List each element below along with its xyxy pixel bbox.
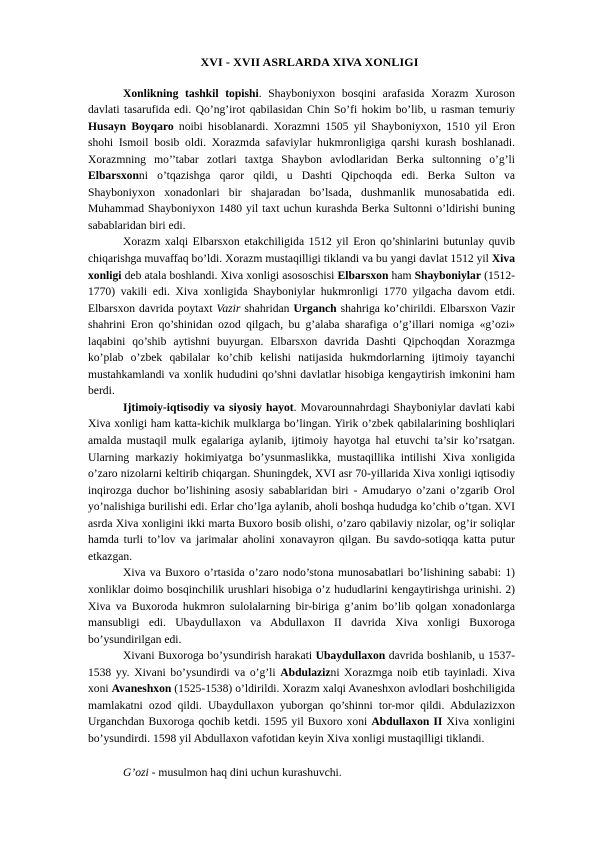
- document-page: [88, 54, 515, 782]
- paragraph-2: Xorazm xalqi Elbarsxon etakchiligida 1512 yil Eron qo’shinlarini butunlay quvib chiqarishga muvaffaq bo’ldi. Xorazm mustaqilligi tiklandi va bu yangi davlat 1512 yil Xiva xonligi deb atala boshlandi. Xiva xonligi asososchisi Elbarsxon ham Shayboniylar (1512-1770) vakili edi. Xiva xonligida Shayboniylar hukmronligi 1770 yilgacha davom etdi. Elbarsxon davrida poytaxt Vazir shahridan Urganch shahriga ko’chirildi. Elbarsxon Vazir shahrini Eron qo’shinidan ozod qilgach, bu g’alaba sharafiga o’g’illari nomiga «g’ozi» laqabini qo’shib aytishni buyurgan. Elbarsxon davrida Dashti Qipchoqdan Xorazmga ko’plab o’zbek qabilalar ko’chib kelishi natijasida hukmdorlarning ijtimoiy tayanchi mustahkamlandi va xonlik hududini qo’shni davlatlar hisobiga kengaytirish imkonini ham berdi.: [88, 235, 516, 398]
- paragraph-3: Ijtimoiy-iqtisodiy va siyosiy hayot. Movarounnahrdagi Shayboniylar davlati kabi Xiva xonligi ham katta-kichik mulklarga bo’lingan. Yirik o’zbek qabilalarining boshliqlari amalda mustaqil mulk egalariga aylanib, ijtimoiy hayotga hal etuvchi ta’sir ko’rsatgan. Ularning markaziy hokimiyatga bo’ysunmaslikka, mustaqillika intilishi Xiva xonligida o’zaro nizolarni keltirib chiqargan. Shuningdek, XVI asr 70-yillarida Xiva xonligi iqtisodiy inqirozga duchor bo’lishining asosiy sabablaridan biri - Amudaryo o’zani o’zgarib Orol yo’nalishiga burilishi edi. Erlar cho’lga aylanib, aholi boshqa hududga ko’chib o’tgan. XVI asrda Xiva xonligini ikki marta Buxoro bosib olishi, o’zaro qabilaviy nizolar, og’ir soliqlar hamda turli to’lov va jarimalar aholini xonavayron qilgan. Bu savdo-sotiqqa katta putur etkazgan.: [88, 400, 515, 563]
- spacer: [88, 747, 515, 765]
- paragraph-1: Xonlikning tashkil topishi. Shayboniyxon bosqini arafasida Xorazm Xuroson davlati tasarufida edi. Qo’ng’irot qabilasidan Chin So’fi hokim bo’lib, u rasman temuriy Husayn Boyqaro noibi hisoblanardi. Xorazmni 1505 yil Shayboniyxon, 1510 yil Eron shohi Ismoil bosib oldi. Xorazmda safaviylar hukmronligiga qarshi kurash boshlanadi. Xorazmning mo’’tabar zotlari taxtga Shaybon avlodlaridan Berka sultonning o’g’li Elbarsxonni o’tqazishga qaror qildi, u Dashti Qipchoqda edi. Berka Sulton va Shayboniyxon xonadonlari bir shajaradan bo’lsada, dushmanlik munosabatida edi. Muhammad Shayboniyxon 1480 yil taxt uchun kurashda Berka Sultonni o’ldirishi buning sabablaridan biri edi.: [88, 86, 515, 232]
- section-heading-social-life: Ijtimoiy-iqtisodiy va siyosiy hayot: [123, 400, 294, 414]
- footnote-gozi: G’ozi - musulmon haq dini uchun kurashuvchi.: [123, 766, 342, 780]
- page-title: XVI - XVII ASRLARDA XIVA XONLIGI: [200, 55, 419, 69]
- footnote-term: G’ozi: [123, 766, 149, 780]
- section-heading-formation: Xonlikning tashkil topishi: [123, 86, 259, 100]
- paragraph-4: Xiva va Buxoro o’rtasida o’zaro nodo’stona munosabatlari bo’lishining sababi: 1) xonliklar doimo bosqinchilik urushlari hisobiga o’z hududlarini kengaytirishga urinishi. 2) Xiva va Buxoroda hukmron sulolalarning bir-biriga g’anim bo’lib qolgan xonadonlarga mansubligi edi. Ubaydullaxon va Abdullaxon II davrida Xiva xonligi Buxoroga bo’ysundirilgan edi.: [88, 566, 515, 646]
- paragraph-5: Xivani Buxoroga bo’ysundirish harakati Ubaydullaxon davrida boshlanib, u 1537-1538 yy. Xivani bo’ysundirdi va o’g’li Abdulazizni Xorazmga noib etib tayinladi. Xiva xoni Avaneshxon (1525-1538) o’ldirildi. Xorazm xalqi Avaneshxon avlodlari boshchiligida mamlakatni ozod qildi. Ubaydullaxon yuborgan qo’shinni tor-mor qildi. Abdulazizxon Urganchdan Buxoroga qochib ketdi. 1595 yil Buxoro xoni Abdullaxon II Xiva xonligini bo’ysundirdi. 1598 yil Abdullaxon vafotidan keyin Xiva xonligi mustaqilligi tiklandi.: [88, 649, 516, 745]
